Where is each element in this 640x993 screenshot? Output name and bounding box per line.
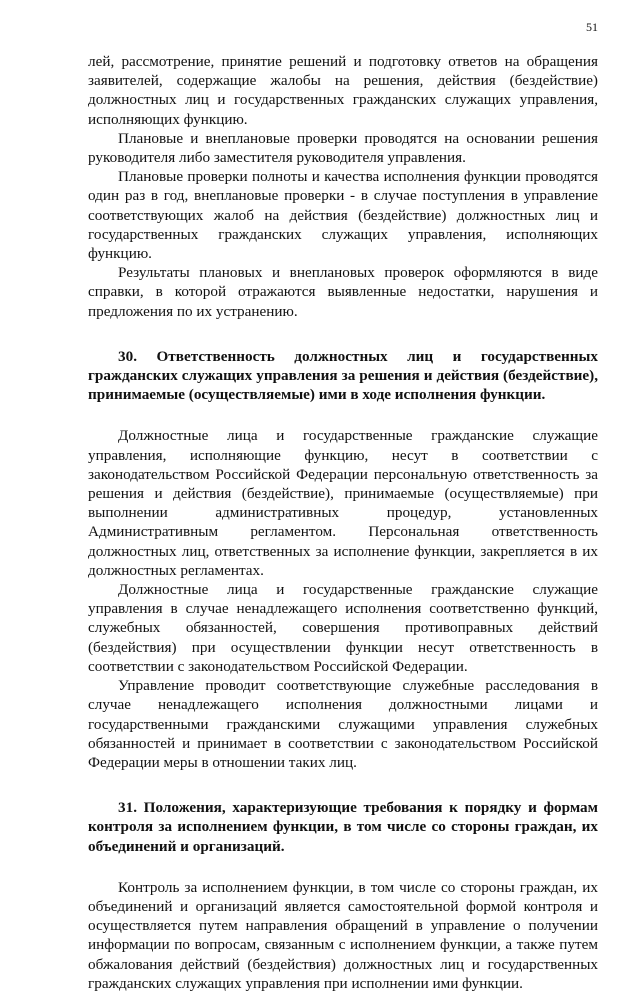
paragraph: Плановые и внеплановые проверки проводятся на основании решения руководителя либо заместителя руководителя управления. — [88, 129, 598, 167]
paragraph: Должностные лица и государственные гражданские служащие управления, исполняющие функцию, несут в соответствии с законодательством Российской Федерации персональную ответственность за решения и действия (бездействие), принимаемые (осуществляемые) при выполнении административных процедур, установленных Административным регламентом. Персональная ответственность должностных лиц, ответственных за исполнение функции, закрепляется в их должностных регламентах. — [88, 427, 598, 579]
paragraph: Должностные лица и государственные гражданские служащие управления в случае ненадлежащего исполнения соответственно функций, служебных обязанностей, совершения противоправных действий (бездействия) при осуществлении функции несут ответственность в соответствии с законодательством Российской Федерации. — [88, 581, 598, 675]
paragraph: лей, рассмотрение, принятие решений и подготовку ответов на обращения заявителей, содержащие жалобы на решения, действия (бездействие) должностных лиц и государственных гражданских служащих управления, исполняющих функцию. — [88, 53, 598, 128]
page-number: 51 — [586, 20, 598, 34]
paragraph: Результаты плановых и внеплановых проверок оформляются в виде справки, в которой отражаются выявленные недостатки, нарушения и предложения по их устранению. — [88, 264, 598, 320]
section-heading-30: 30. Ответственность должностных лиц и государственных гражданских служащих управления за решения и действия (бездействие), принимаемые (осуществляемые) ими в ходе исполнения функции. — [88, 347, 598, 404]
paragraph: Плановые проверки полноты и качества исполнения функции проводятся один раз в год, внеплановые проверки - в случае поступления в управление соответствующих жалоб на действия (бездействие) должностных лиц и государственных гражданских служащих управления, исполняющих функцию. — [88, 168, 598, 263]
document-body — [88, 52, 598, 993]
section-heading-31: 31. Положения, характеризующие требования к порядку и формам контроля за исполнением функции, в том числе со стороны граждан, их объединений и организаций. — [88, 799, 598, 855]
paragraph: Управление проводит соответствующие служебные расследования в случае ненадлежащего исполнения должностными лицами и государственными гражданскими служащими управления служебных обязанностей и принимает в соответствии с законодательством Российской Федерации меры в отношении таких лиц. — [88, 677, 598, 771]
paragraph: Контроль за исполнением функции, в том числе со стороны граждан, их объединений и организаций является самостоятельной формой контроля и осуществляется путем направления обращений в управление о получении информации по вопросам, связанным с исполнением функции, а также путем обжалования действий (бездействия) должностных лиц и государственных гражданских служащих управления при исполнении ими функции. — [88, 878, 598, 992]
